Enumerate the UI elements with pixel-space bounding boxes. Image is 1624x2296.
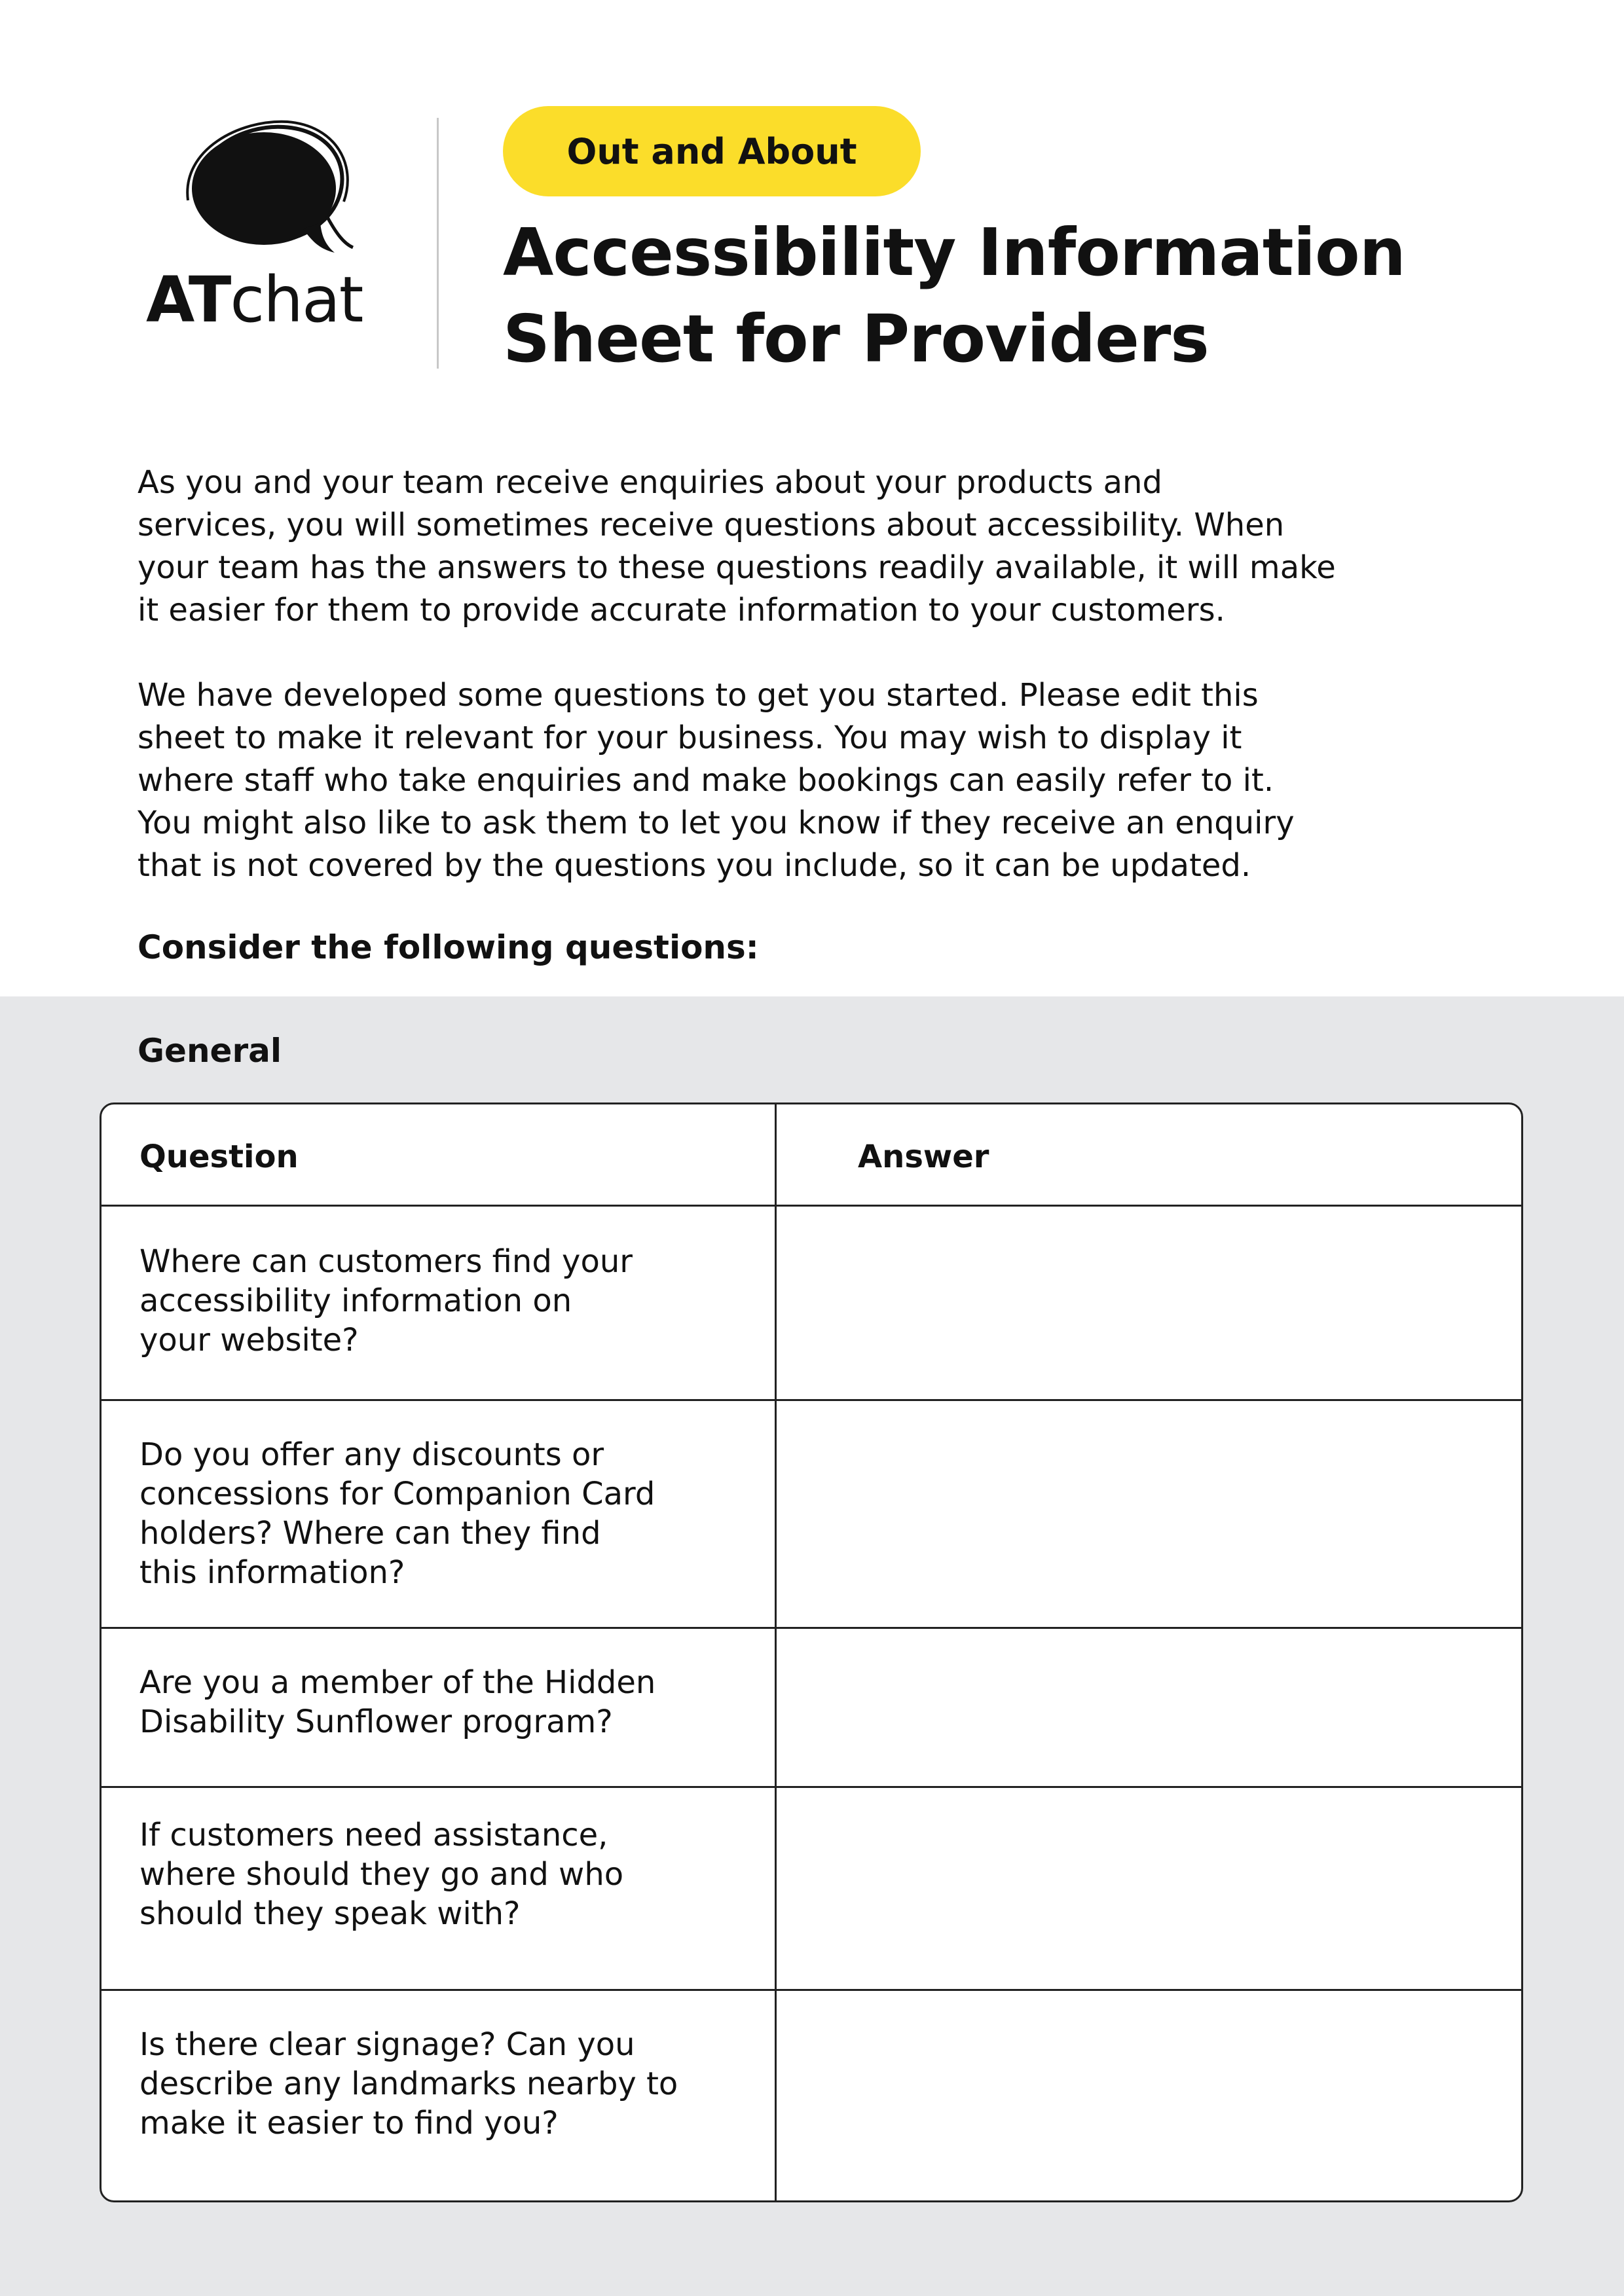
question-cell: Is there clear signage? Can you describe any landmarks nearby to make it easier to find you? (139, 2026, 678, 2141)
question-cell: Where can customers find your accessibility information on your website? (139, 1243, 633, 1358)
logo-wordmark-at: AT (146, 263, 231, 337)
answer-cell[interactable] (777, 1207, 1521, 1399)
table-row (101, 1401, 1521, 1629)
table-header-answer: Answer (858, 1139, 989, 1175)
answer-cell[interactable] (777, 1401, 1521, 1627)
table-row (101, 1207, 1521, 1401)
logo-wordmark-chat: chat (230, 263, 363, 337)
header-divider (437, 118, 439, 369)
page-title (503, 210, 1551, 382)
page-title-line-1: Accessibility Information (503, 214, 1405, 291)
consider-heading: Consider the following questions: (138, 928, 759, 966)
section-heading-general: General (138, 1032, 282, 1070)
question-cell: If customers need assistance, where should they go and who should they speak with? (139, 1817, 624, 1932)
intro-paragraph-1: As you and your team receive enquiries about your products and services, you will sometimes receive questions about accessibility. When your team has the answers to these questions readily available, it will make it easier for them to provide accurate information to your customers. (138, 464, 1336, 629)
page-title-line-2: Sheet for Providers (503, 301, 1209, 377)
questions-table (100, 1102, 1523, 2202)
answer-cell[interactable] (777, 1629, 1521, 1786)
speech-bubble-icon (172, 118, 356, 268)
table-row (101, 1629, 1521, 1788)
question-cell: Do you offer any discounts or concessions for Companion Card holders? Where can they find this information? (139, 1436, 655, 1591)
table-row (101, 1991, 1521, 2202)
answer-cell[interactable] (777, 1788, 1521, 1989)
intro-paragraph-2: We have developed some questions to get you started. Please edit this sheet to make it relevant for your business. You may wish to display it where staff who take enquiries and make bookings can easily refer to it. You might also like to ask them to let you know if they receive an enquiry that is not covered by the questions you include, so it can be updated. (138, 677, 1295, 884)
question-cell: Are you a member of the Hidden Disability Sunflower program? (139, 1664, 656, 1740)
category-pill: Out and About (503, 106, 921, 196)
table-header-row (101, 1104, 1521, 1207)
answer-cell[interactable] (777, 1991, 1521, 2202)
logo-wordmark (146, 263, 363, 337)
atchat-logo (141, 118, 390, 347)
table-row (101, 1788, 1521, 1991)
table-header-question: Question (139, 1139, 299, 1175)
